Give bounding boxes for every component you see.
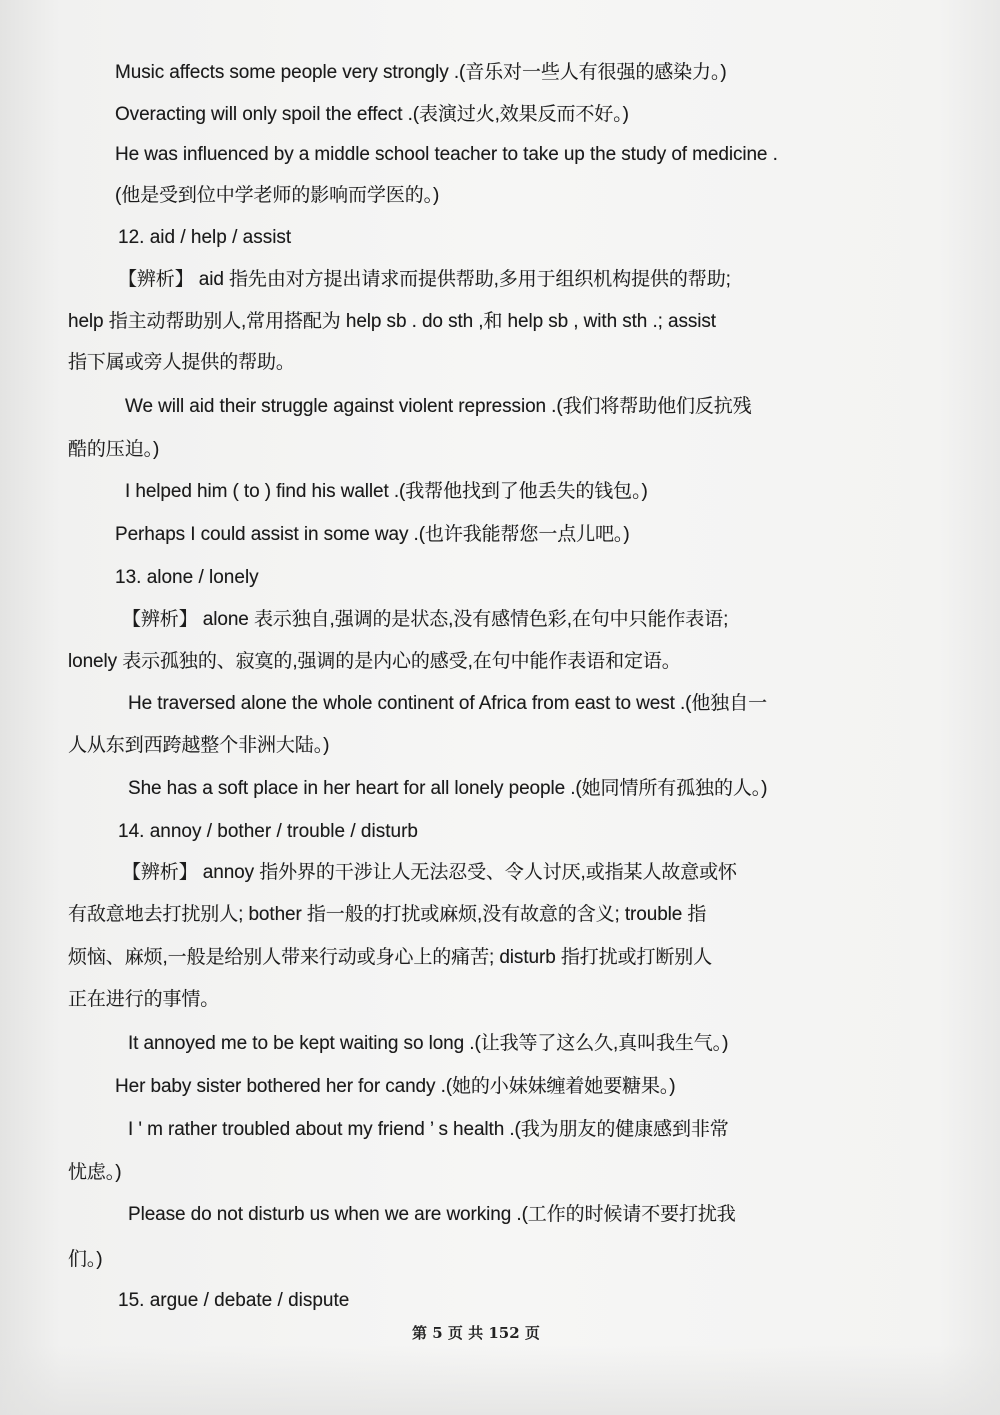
analysis-text: 指下属或旁人提供的帮助。 [68,352,295,373]
entry-heading-12: 12. aid / help / assist [118,227,292,248]
example-sentence: I ' m rather troubled about my friend ’ s health .(我为朋友的健康感到非常 [128,1119,729,1140]
entry-heading-14: 14. annoy / bother / trouble / disturb [118,821,418,842]
entry-heading-13: 13. alone / lonely [115,567,259,588]
analysis-text: 【辨析】 aid 指先由对方提出请求而提供帮助,多用于组织机构提供的帮助; [118,269,731,290]
analysis-text: 【辨析】 annoy 指外界的干涉让人无法忍受、令人讨厌,或指某人故意或怀 [122,862,737,883]
analysis-text: 正在进行的事情。 [68,989,220,1010]
example-sentence: Overacting will only spoil the effect .(表演过火,效果反而不好。) [115,104,629,125]
example-translation: 人从东到西跨越整个非洲大陆。) [68,735,330,756]
example-sentence: Her baby sister bothered her for candy .(她的小妹妹缠着她要糖果。) [115,1076,676,1097]
example-sentence: He was influenced by a middle school teacher to take up the study of medicine . [115,144,778,165]
analysis-text: lonely 表示孤独的、寂寞的,强调的是内心的感受,在句中能作表语和定语。 [68,651,681,672]
example-sentence: He traversed alone the whole continent of Africa from east to west .(他独自一 [128,693,767,714]
example-sentence: Please do not disturb us when we are working .(工作的时候请不要打扰我 [128,1204,736,1225]
example-sentence: She has a soft place in her heart for all lonely people .(她同情所有孤独的人。) [128,778,768,799]
analysis-text: 有敌意地去打扰别人; bother 指一般的打扰或麻烦,没有故意的含义; trouble 指 [68,904,707,925]
example-sentence: Music affects some people very strongly .(音乐对一些人有很强的感染力。) [115,62,727,83]
example-sentence: It annoyed me to be kept waiting so long .(让我等了这么久,真叫我生气。) [128,1033,729,1054]
page-footer: 第 5 页 共 152 页 [412,1324,540,1342]
example-sentence: I helped him ( to ) find his wallet .(我帮他找到了他丢失的钱包。) [125,481,648,502]
analysis-text: 烦恼、麻烦,一般是给别人带来行动或身心上的痛苦; disturb 指打扰或打断别人 [68,947,713,968]
example-sentence: Perhaps I could assist in some way .(也许我能帮您一点儿吧。) [115,524,630,545]
example-sentence: We will aid their struggle against violent repression .(我们将帮助他们反抗残 [125,396,752,417]
example-translation: 忧虑。) [68,1162,122,1183]
analysis-text: 【辨析】 alone 表示独自,强调的是状态,没有感情色彩,在句中只能作表语; [122,609,729,630]
example-translation: 们。) [68,1249,103,1270]
example-translation: (他是受到位中学老师的影响而学医的。) [115,185,440,206]
entry-heading-15: 15. argue / debate / dispute [118,1290,350,1311]
analysis-text: help 指主动帮助别人,常用搭配为 help sb . do sth ,和 help sb , with sth .; assist [68,311,716,332]
example-translation: 酷的压迫。) [68,439,160,460]
